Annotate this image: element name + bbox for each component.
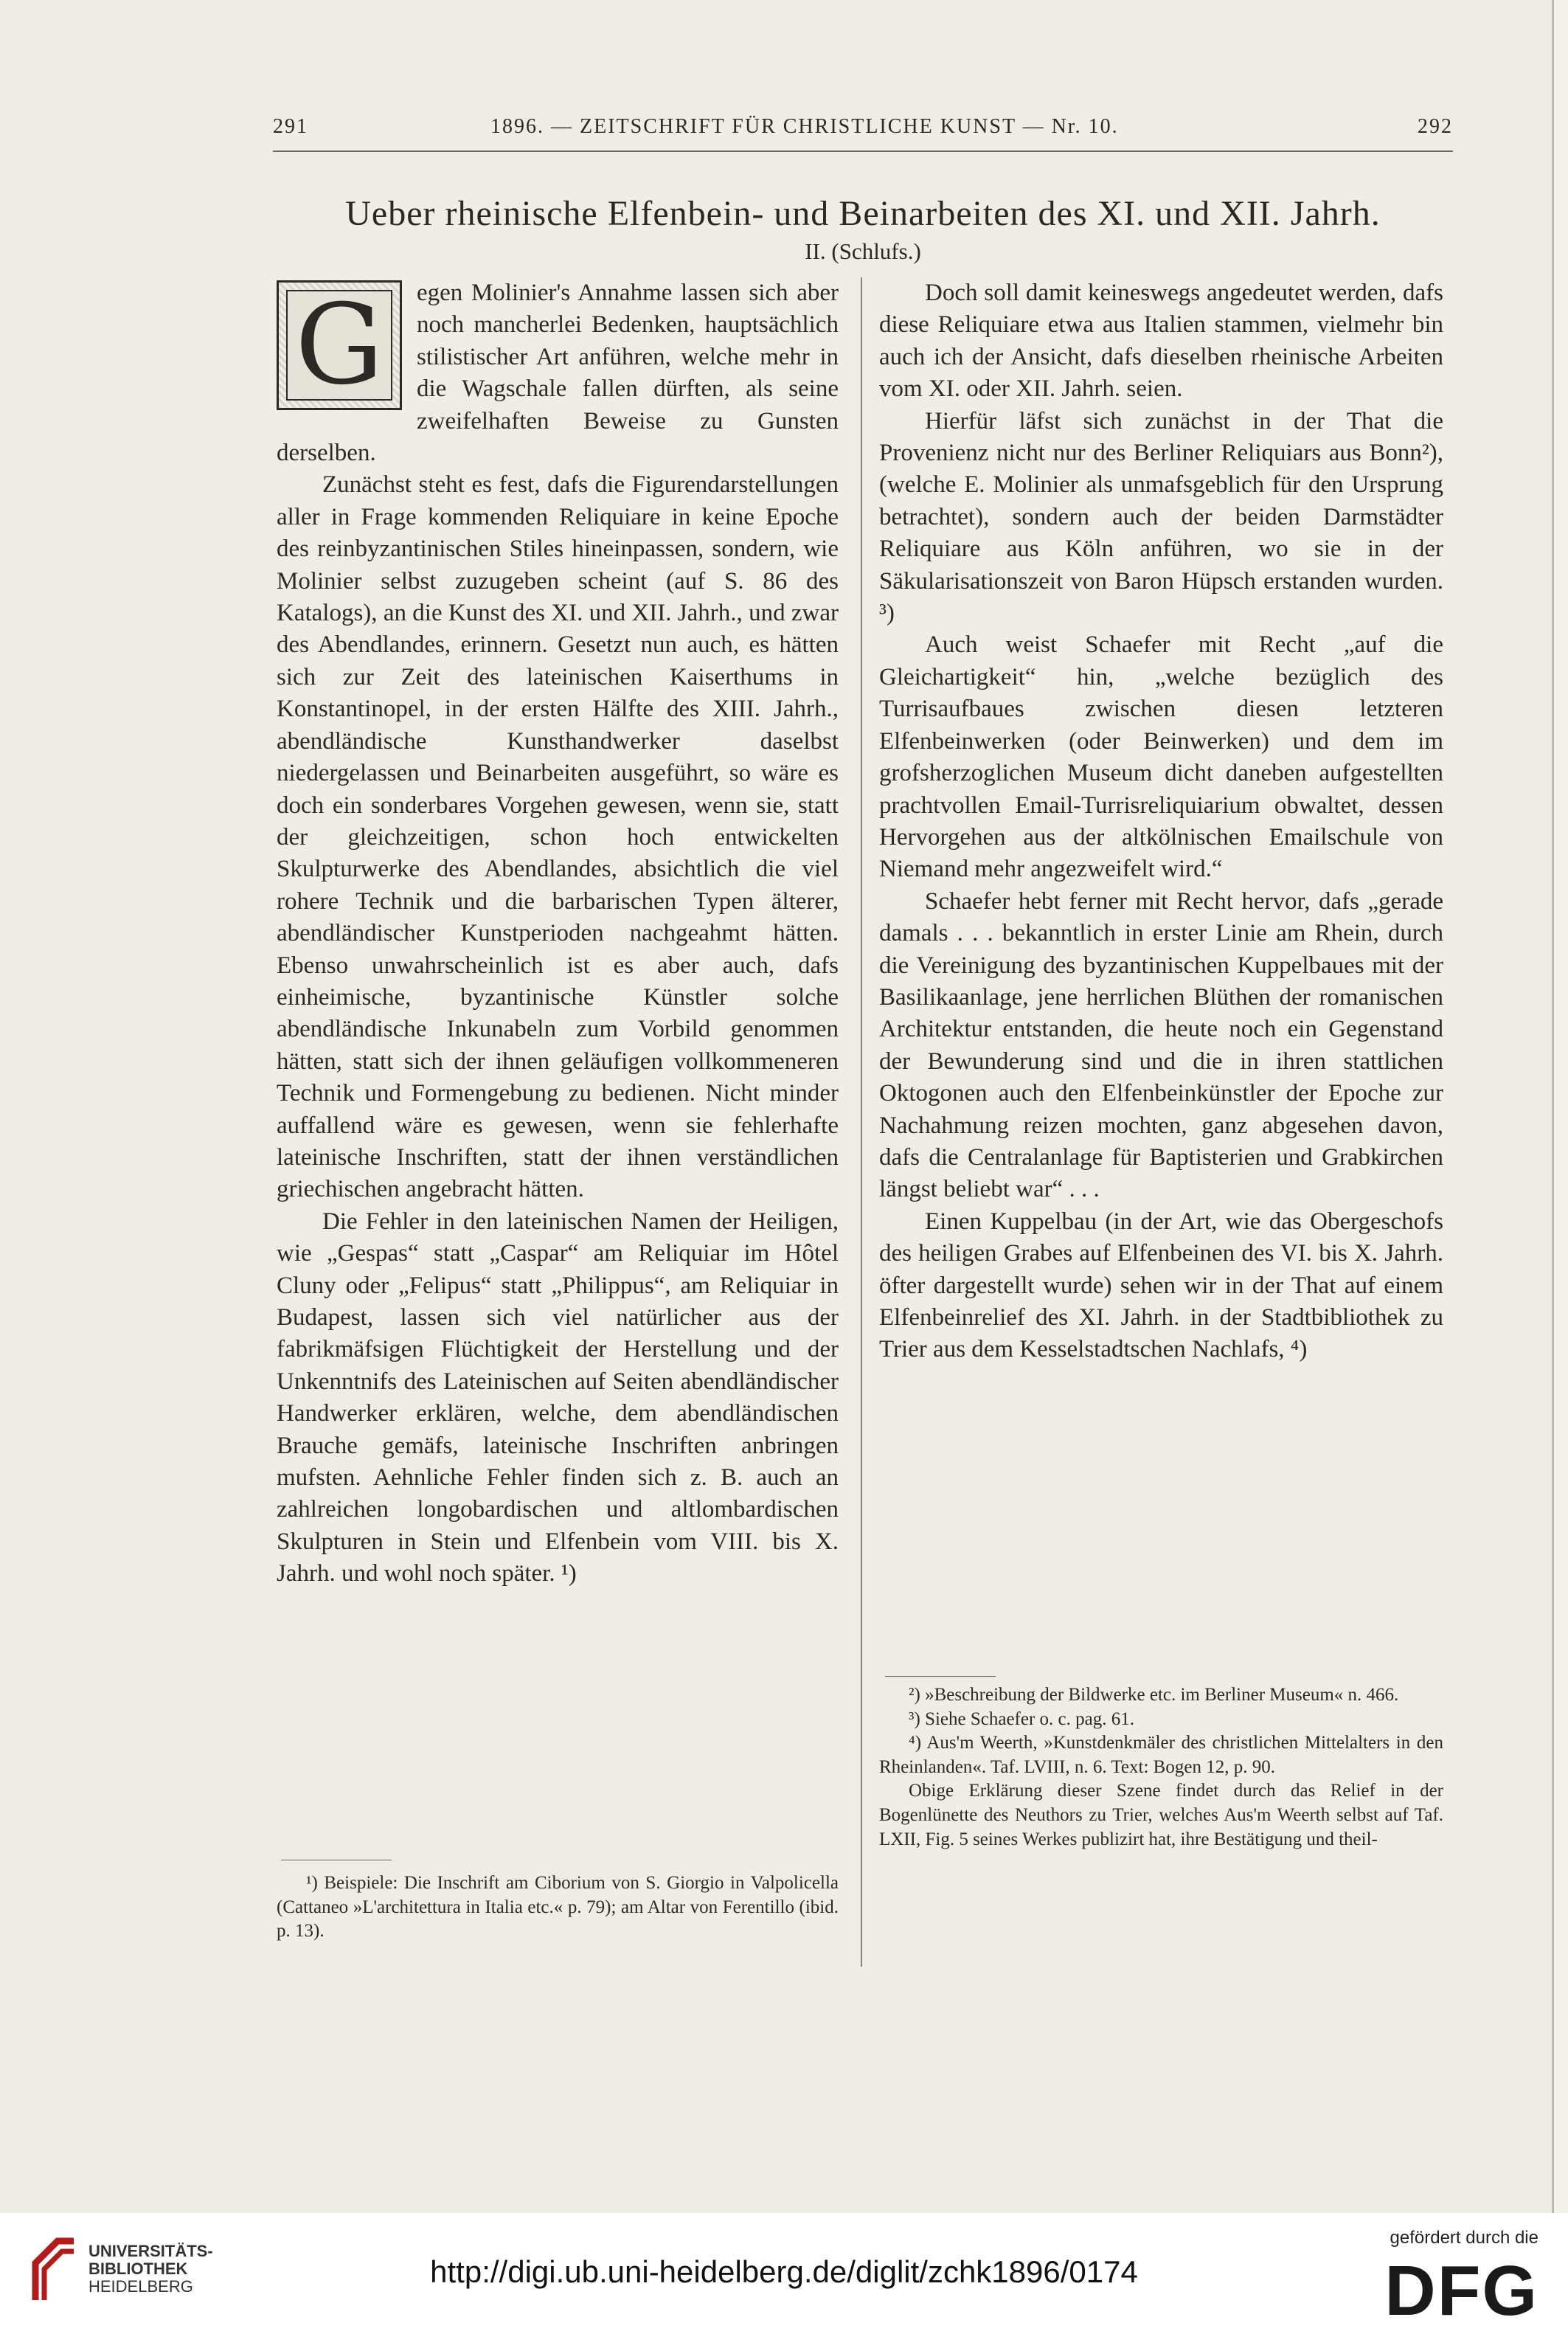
footnote: ²) »Beschreibung der Bildwerke etc. im Berliner Museum« n. 466.: [909, 1685, 1399, 1705]
dfg-logo: DFG: [1384, 2251, 1538, 2330]
footnotes-right: [879, 1683, 1443, 1852]
paragraph: egen Molinier's Annahme lassen sich aber noch mancherlei Bedenken, hauptsächlich stilistischer Art anführen, welche mehr in die Wagschale fallen dürften, als seine zweifelhaften Beweise zu Gunsten derselben.: [277, 280, 839, 467]
paragraph: Zunächst steht es fest, dafs die Figurendarstellungen aller in Frage kommenden Reliquiare in keine Epoche des reinbyzantinischen Stiles hineinpassen, sondern, wie Molinier selbst zuzugeben scheint (auf S. 86 des Katalogs), an die Kunst des XI. und XII. Jahrh., und zwar des Abendlandes, erinnern. Gesetzt nun auch, es hätten sich zur Zeit des lateinischen Kaiserthums in Konstantinopel, in der ersten Hälfte des XIII. Jahrh., abendländische Kunsthandwerker daselbst niedergelassen und Beinarbeiten ausgeführt, so wäre es doch ein sonderbares Vorgehen gewesen, wenn sie, statt der gleichzeitigen, schon hoch entwickelten Skulpturwerke des Abendlandes, absichtlich die viel rohere Technik und die barbarischen Typen älterer, abendländischer Kunstperioden nachgeahmt hätten. Ebenso unwahrscheinlich ist es aber auch, dafs einheimische, byzantinische Künstler solche abendländische Inkunabeln zum Vorbild genommen hätten, statt sich der ihnen geläufigen vollkommeneren Technik und Formengebung zu bedienen. Nicht minder auffallend wäre es gewesen, wenn sie fehlerhafte lateinische Inschriften, statt der ihnen verständlichen griechischen angebracht hätten.: [277, 471, 839, 1203]
footnote: Obige Erklärung dieser Szene findet durch das Relief in der Bogenlünette des Neuthors zu Trier, welches Aus'm Weerth selbst auf Taf. LXII, Fig. 5 seines Werkes publizirt hat, ihre Bestätigung und theil-: [879, 1781, 1443, 1849]
decorated-initial: [277, 280, 402, 410]
footnote-rule: [885, 1676, 996, 1677]
article-title: Ueber rheinische Elfenbein- und Beinarbeiten des XI. und XII. Jahrh.: [345, 194, 1381, 233]
paragraph: Schaefer hebt ferner mit Recht hervor, dafs „gerade damals . . . bekanntlich in erster Linie am Rhein, durch die Vereinigung des byzantinischen Kuppelbaues mit der Basilikaanlage, jene herrlichen Blüthen der romanischen Architektur entstanden, die heute noch ein Gegenstand der Bewunderung sind und die in ihren stattlichen Oktogonen auch den Elfenbeinkünstler der Epoche zur Nachahmung reizen mochten, ganz abgesehen davon, dafs die Centralanlage für Baptisterien und Grabkirchen längst beliebt war“ . . .: [879, 887, 1443, 1203]
header-rule: [273, 150, 1453, 152]
paragraph: Hierfür läfst sich zunächst in der That die Provenienz nicht nur des Berliner Reliquiars aus Bonn²), (welche E. Molinier als unmafsgeblich für den Ursprung betrachtet), sondern auch der beiden Darmstädter Reliquiare aus Köln anführen, wo sie in der Säkularisationszeit von Baron Hüpsch erstanden wurden. ³): [879, 407, 1443, 627]
paragraph: Einen Kuppelbau (in der Art, wie das Obergeschofs des heiligen Grabes auf Elfenbeinen des VI. bis X. Jahrh. öfter dargestellt wurde) sehen wir in der That auf einem Elfenbeinrelief des XI. Jahrh. in der Stadtbibliothek zu Trier aus dem Kesselstadtschen Nachlafs, ⁴): [879, 1208, 1443, 1363]
paragraph: Die Fehler in den lateinischen Namen der Heiligen, wie „Gespas“ statt „Caspar“ am Reliquiar im Hôtel Cluny oder „Felipus“ statt „Philippus“, am Reliquiar in Budapest, lassen sich viel natürlicher aus der fabrikmäfsigen Flüchtigkeit der Herstellung und der Unkenntnifs des Lateinischen auf Seiten abendländischer Handwerker erklären, welche, dem abendländischen Brauche gemäfs, lateinische Inschriften anbringen mufsten. Aehnliche Fehler finden sich z. B. auch an zahlreichen longobardischen und altlombardischen Skulpturen in Stein und Elfenbein vom VIII. bis X. Jahrh. und wohl noch später. ¹): [277, 1208, 839, 1587]
left-column: [277, 277, 839, 1590]
running-header: [273, 115, 1453, 142]
paragraph: Doch soll damit keineswegs angedeutet werden, dafs diese Reliquiare etwa aus Italien stammen, vielmehr bin auch ich der Ansicht, dafs dieselben rheinische Arbeiten vom XI. oder XII. Jahrh. seien.: [879, 280, 1443, 403]
running-title: 1896. — ZEITSCHRIFT FÜR CHRISTLICHE KUNST — Nr. 10.: [490, 115, 1119, 138]
footnote: ⁴) Aus'm Weerth, »Kunstdenkmäler des christlichen Mittelalters in den Rheinlanden«. Taf. LVIII, n. 6. Text: Bogen 12, p. 90.: [879, 1733, 1443, 1777]
footnote: ³) Siehe Schaefer o. c. pag. 61.: [909, 1708, 1134, 1729]
footnote: ¹) Beispiele: Die Inschrift am Ciborium von S. Giorgio in Valpolicella (Cattaneo »L'architettura in Italia etc.« p. 79); am Altar von Ferentillo (ibid. p. 13).: [277, 1873, 839, 1942]
paragraph: Auch weist Schaefer mit Recht „auf die Gleichartigkeit“ hin, „welche bezüglich des Turrisaufbaues zwischen diesen letzteren Elfenbeinwerken (oder Beinwerken) und dem im grofsherzoglichen Museum dicht daneben aufgestellten prachtvollen Email-Turrisreliquiarium obwaltet, dessen Hervorgehen aus der altkölnischen Emailschule von Niemand mehr angezweifelt wird.“: [879, 631, 1443, 883]
permalink-url[interactable]: http://digi.ub.uni-heidelberg.de/diglit/zchk1896/0174: [430, 2254, 1138, 2289]
page-number-right: 292: [1418, 115, 1453, 138]
article-subtitle: II. (Schlufs.): [805, 238, 921, 264]
page-number-left: 291: [273, 115, 308, 138]
column-divider: [861, 277, 862, 1967]
funding-note: gefördert durch die: [1390, 2228, 1538, 2248]
footnotes-left: [277, 1871, 839, 1944]
digitization-banner: [0, 2213, 1568, 2334]
library-name: UNIVERSITÄTS- BIBLIOTHEK HEIDELBERG: [89, 2242, 213, 2296]
right-column: [879, 277, 1443, 1366]
initial-letter: G: [295, 281, 384, 409]
